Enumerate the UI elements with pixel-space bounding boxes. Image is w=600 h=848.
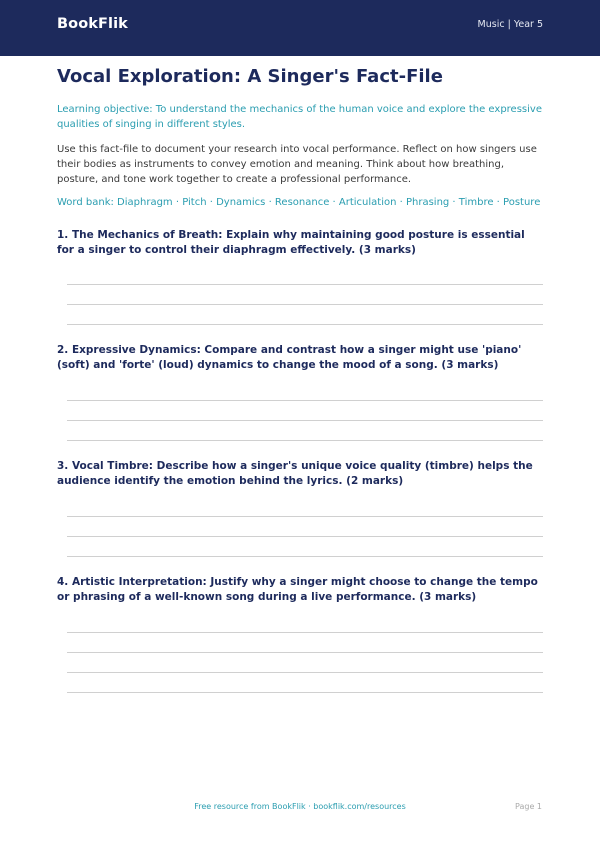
question-text: 2. Expressive Dynamics: Compare and contrast how a singer might use 'piano' (soft) and 'forte' (loud) dynamics to change the mood of a song. (3 marks) bbox=[57, 344, 522, 371]
footer-source-link[interactable]: Free resource from BookFlik · bookflik.com/resources bbox=[194, 802, 406, 811]
brand-logo[interactable]: BookFlik bbox=[57, 16, 128, 32]
answer-lines bbox=[67, 400, 543, 441]
answer-line[interactable] bbox=[67, 400, 543, 401]
answer-line[interactable] bbox=[67, 324, 543, 325]
answer-line[interactable] bbox=[67, 304, 543, 305]
answer-line[interactable] bbox=[67, 284, 543, 285]
question-3 bbox=[57, 459, 543, 557]
worksheet-content bbox=[0, 66, 600, 693]
question-2 bbox=[57, 343, 543, 441]
question-1 bbox=[57, 228, 543, 325]
answer-line[interactable] bbox=[67, 516, 543, 517]
page-title: Vocal Exploration: A Singer's Fact-File bbox=[57, 66, 443, 87]
answer-lines bbox=[67, 516, 543, 557]
answer-line[interactable] bbox=[67, 672, 543, 673]
page-header bbox=[0, 0, 600, 56]
page-footer bbox=[0, 802, 600, 816]
answer-lines bbox=[67, 632, 543, 693]
page-number: Page 1 bbox=[515, 802, 542, 811]
answer-line[interactable] bbox=[67, 556, 543, 557]
subject-year-label: Music | Year 5 bbox=[477, 18, 543, 30]
answer-line[interactable] bbox=[67, 536, 543, 537]
question-text: 3. Vocal Timbre: Describe how a singer's unique voice quality (timbre) helps the audience identify the emotion behind the lyrics. (2 marks) bbox=[57, 460, 533, 487]
question-text: 4. Artistic Interpretation: Justify why a singer might choose to change the tempo or phrasing of a well-known song during a live performance. (3 marks) bbox=[57, 576, 538, 603]
question-text: 1. The Mechanics of Breath: Explain why maintaining good posture is essential for a singer to control their diaphragm effectively. (3 marks) bbox=[57, 229, 525, 256]
answer-line[interactable] bbox=[67, 632, 543, 633]
answer-line[interactable] bbox=[67, 440, 543, 441]
answer-line[interactable] bbox=[67, 420, 543, 421]
answer-lines bbox=[67, 284, 543, 325]
answer-line[interactable] bbox=[67, 652, 543, 653]
learning-objective: Learning objective: To understand the mechanics of the human voice and explore the expressive qualities of singing in different styles. bbox=[57, 104, 542, 130]
answer-line[interactable] bbox=[67, 692, 543, 693]
intro-paragraph: Use this fact-file to document your research into vocal performance. Reflect on how singers use their bodies as instruments to convey emotion and meaning. Think about how breathing, posture, and tone work together to create a professional performance. bbox=[57, 144, 537, 185]
question-4 bbox=[57, 575, 543, 693]
word-bank: Word bank: Diaphragm · Pitch · Dynamics · Resonance · Articulation · Phrasing · Timbre · Posture bbox=[57, 197, 541, 208]
